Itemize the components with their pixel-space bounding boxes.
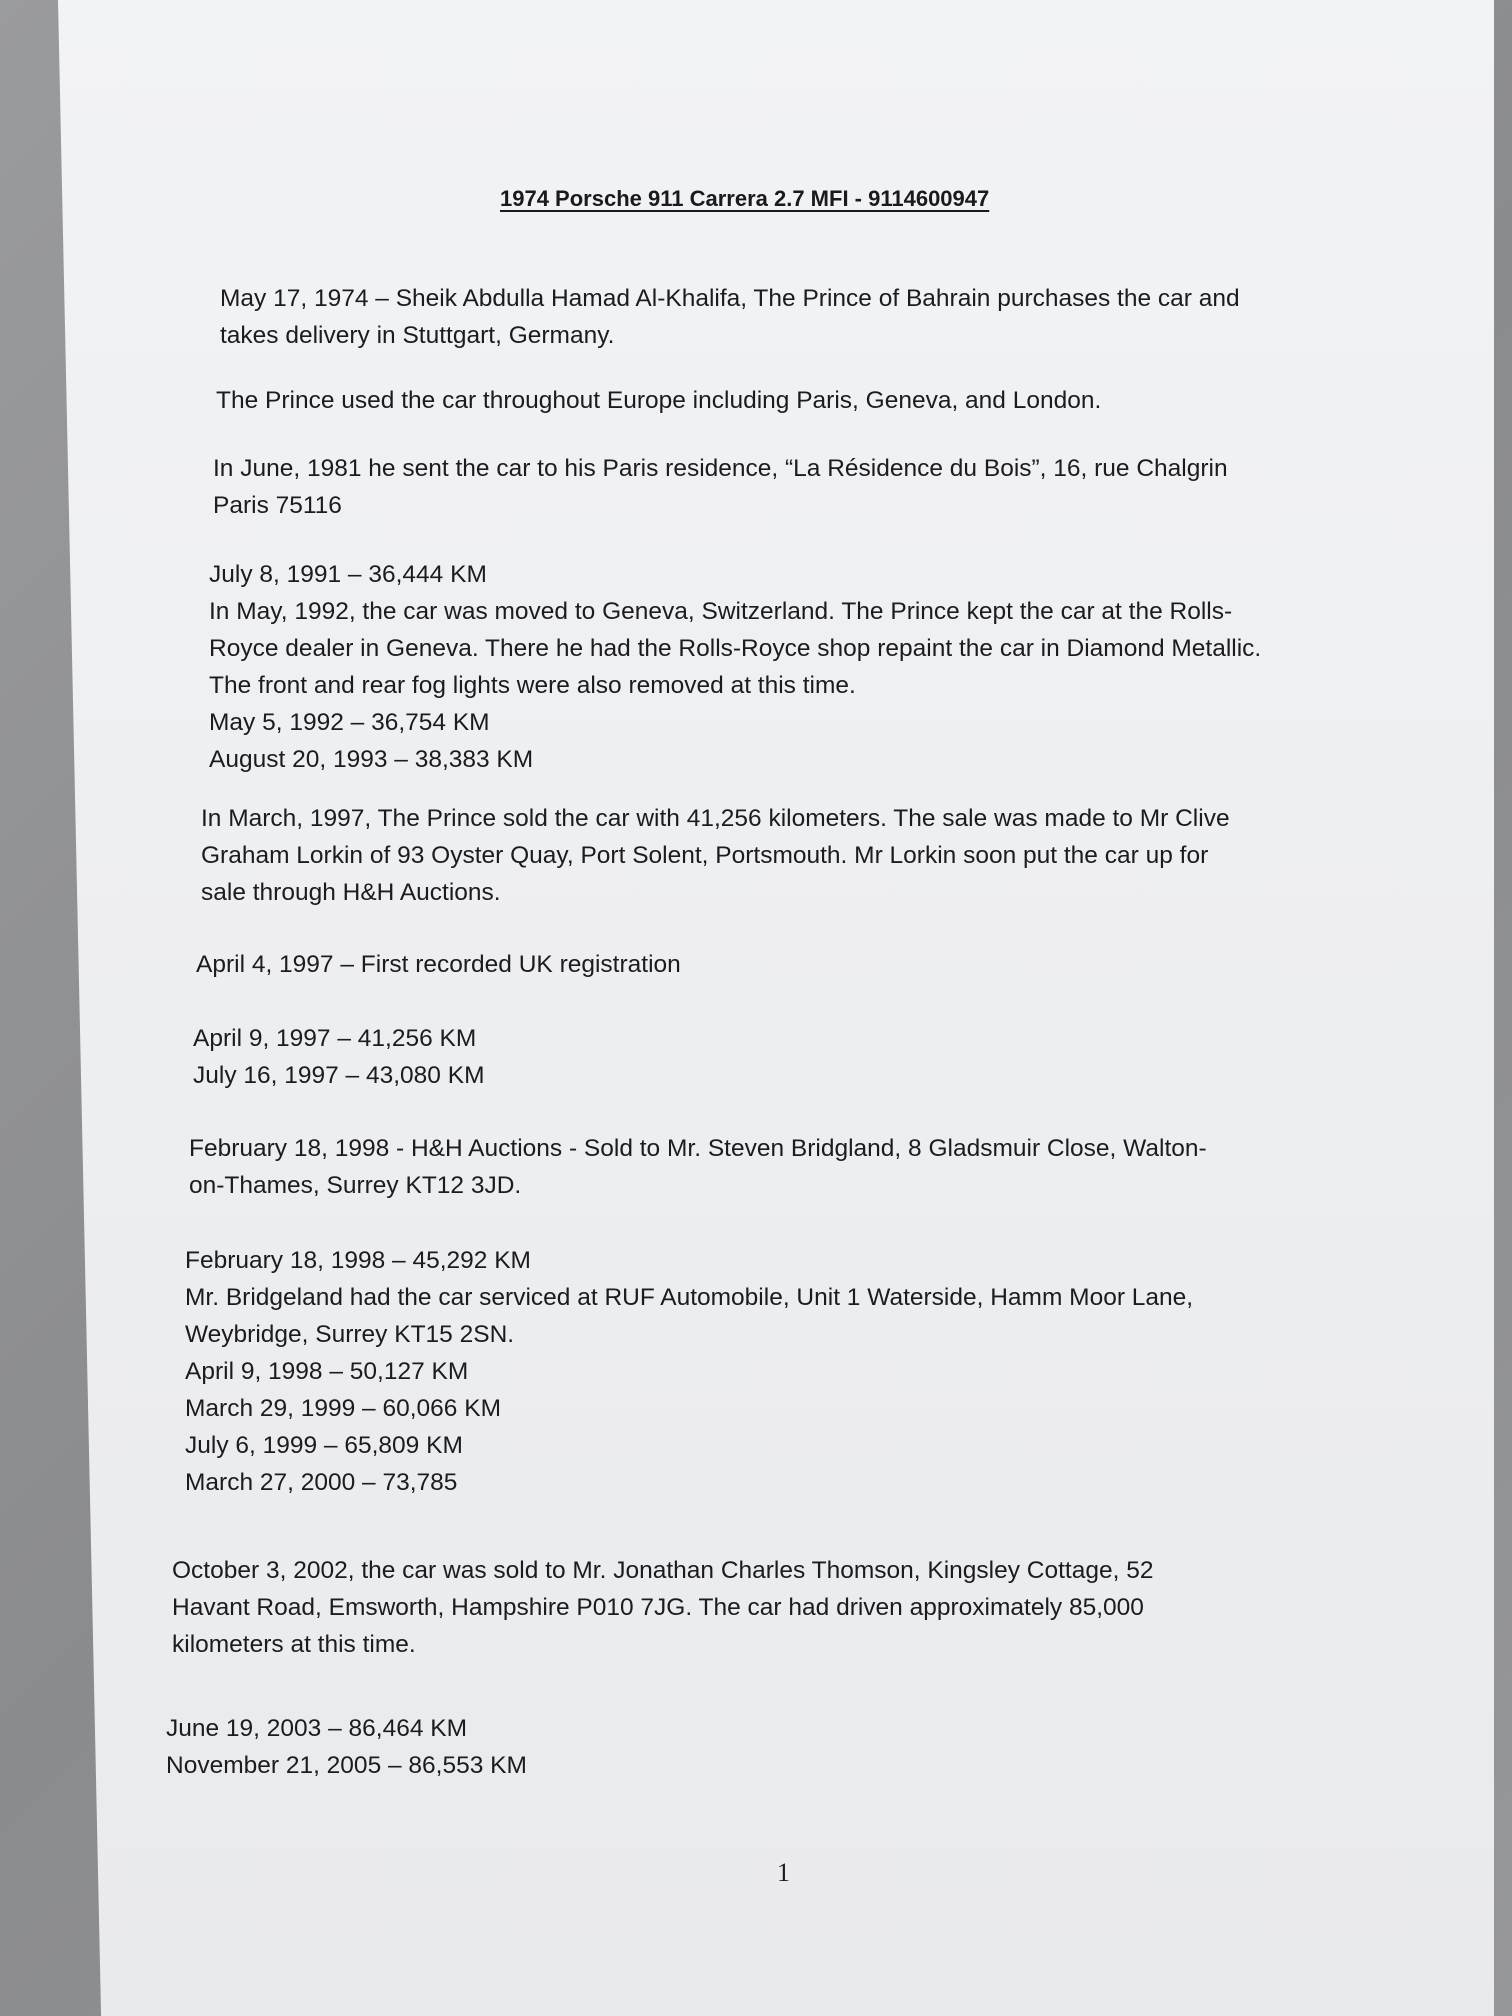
paragraph-line: kilometers at this time. (172, 1631, 416, 1658)
paragraph-5 (201, 800, 1230, 911)
paragraph-1 (220, 280, 1240, 354)
paragraph-line: In May, 1992, the car was moved to Geneva, Switzerland. The Prince kept the car at the Rolls- (209, 598, 1233, 625)
paragraph-line: June 19, 2003 – 86,464 KM (166, 1715, 468, 1742)
document-title: 1974 Porsche 911 Carrera 2.7 MFI - 9114600947 (500, 186, 990, 211)
paragraph-line: November 21, 2005 – 86,553 KM (166, 1752, 527, 1779)
paragraph-line: Graham Lorkin of 93 Oyster Quay, Port Solent, Portsmouth. Mr Lorkin soon put the car up for (201, 842, 1209, 869)
paragraph-line: February 18, 1998 - H&H Auctions - Sold to Mr. Steven Bridgland, 8 Gladsmuir Close, Walton- (189, 1135, 1207, 1162)
paragraph-line: Mr. Bridgeland had the car serviced at RUF Automobile, Unit 1 Waterside, Hamm Moor Lane, (185, 1284, 1194, 1311)
paragraph-line: April 4, 1997 – First recorded UK registration (196, 951, 681, 978)
paragraph-line: takes delivery in Stuttgart, Germany. (220, 322, 615, 349)
paragraph-4 (209, 556, 1261, 778)
paragraph-line: on-Thames, Surrey KT12 3JD. (189, 1172, 522, 1199)
page-number: 1 (777, 1858, 790, 1887)
paragraph-line: July 6, 1999 – 65,809 KM (185, 1432, 463, 1459)
paragraph-line: July 16, 1997 – 43,080 KM (193, 1062, 485, 1089)
paragraph-line: Royce dealer in Geneva. There he had the Rolls-Royce shop repaint the car in Diamond Metallic. (209, 635, 1262, 662)
paragraph-line: October 3, 2002, the car was sold to Mr. Jonathan Charles Thomson, Kingsley Cottage, 52 (172, 1557, 1154, 1584)
paragraph-line: The Prince used the car throughout Europe including Paris, Geneva, and London. (216, 387, 1102, 414)
paragraph-7 (193, 1020, 484, 1094)
paragraph-line: March 27, 2000 – 73,785 (185, 1469, 458, 1496)
paragraph-line: Weybridge, Surrey KT15 2SN. (185, 1321, 515, 1348)
paragraph-6 (196, 946, 681, 983)
paragraph-line: May 5, 1992 – 36,754 KM (209, 709, 490, 736)
paragraph-3 (213, 450, 1228, 524)
paragraph-line: sale through H&H Auctions. (201, 879, 501, 906)
paragraph-line: April 9, 1997 – 41,256 KM (193, 1025, 477, 1052)
paragraph-line: April 9, 1998 – 50,127 KM (185, 1358, 469, 1385)
paragraph-line: Havant Road, Emsworth, Hampshire P010 7JG. The car had driven approximately 85,000 (172, 1594, 1144, 1621)
paragraph-line: March 29, 1999 – 60,066 KM (185, 1395, 501, 1422)
paragraph-8 (189, 1130, 1207, 1204)
paragraph-10 (172, 1552, 1153, 1663)
paragraph-line: In June, 1981 he sent the car to his Paris residence, “La Résidence du Bois”, 16, rue Chalgrin (213, 455, 1228, 482)
paragraph-11 (166, 1710, 527, 1784)
paragraph-line: August 20, 1993 – 38,383 KM (209, 746, 534, 773)
paragraph-line: In March, 1997, The Prince sold the car with 41,256 kilometers. The sale was made to Mr Clive (201, 805, 1230, 832)
paragraph-line: The front and rear fog lights were also removed at this time. (209, 672, 856, 699)
paragraph-line: May 17, 1974 – Sheik Abdulla Hamad Al-Khalifa, The Prince of Bahrain purchases the car and (220, 285, 1240, 312)
paragraph-line: February 18, 1998 – 45,292 KM (185, 1247, 531, 1274)
paragraph-9 (185, 1242, 1193, 1501)
paragraph-line: July 8, 1991 – 36,444 KM (209, 561, 487, 588)
paragraph-line: Paris 75116 (213, 492, 342, 519)
paragraph-2 (216, 382, 1101, 419)
